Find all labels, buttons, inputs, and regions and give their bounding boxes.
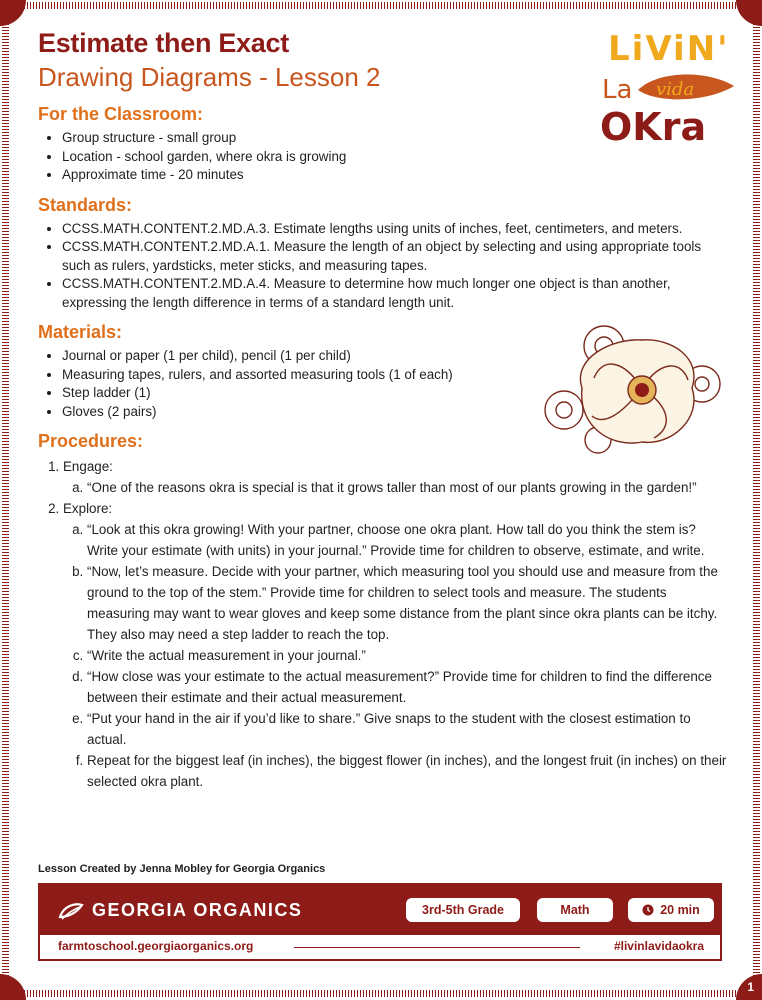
classroom-list [38,129,730,185]
list-item: • Location - school garden, where okra is growing [62,148,730,167]
lesson-content [38,104,730,792]
page-number: 1 [747,980,754,994]
substep-list [63,519,730,792]
time-label: 20 min [660,903,700,917]
procedure-step [63,456,730,498]
procedure-step [63,498,730,792]
list-item: • CCSS.MATH.CONTENT.2.MD.A.1. Measure the length of an object by selecting and using appropriate tools such as rulers, yardsticks, meter sticks, and measuring tapes. [62,238,730,275]
page-title: Estimate then Exact [38,28,289,58]
lesson-credit: Lesson Created by Jenna Mobley for Georgia Organics [38,863,326,875]
substep: a. “One of the reasons okra is special is that it grows taller than most of our plants growing in the garden!” [87,477,730,498]
svg-text:La: La [602,75,633,105]
georgia-organics-brand [58,900,302,921]
footer-divider [294,947,580,948]
list-item: • CCSS.MATH.CONTENT.2.MD.A.4. Measure to determine how much longer one object is than another, expressing the length difference in terms of a standard length unit. [62,275,730,312]
list-item: • Step ladder (1) [62,384,730,403]
substep: c. “Write the actual measurement in your journal.” [87,645,730,666]
leaf-logo-icon [58,901,84,921]
corner-ornament [736,0,762,26]
corner-ornament [0,0,26,26]
standards-list [38,220,730,313]
materials-list [38,347,730,421]
substep-list [63,477,730,498]
procedures-list [38,456,730,792]
classroom-heading: For the Classroom: [38,104,204,124]
svg-text:OKra: OKra [600,105,707,148]
footer-band [40,885,720,935]
substep: e. “Put your hand in the air if you’d like to share.” Give snaps to the student with the closest estimation to actual. [87,708,730,750]
substep: b. “Now, let’s measure. Decide with your partner, which measuring tool you should use and measure from the ground to the top of the stem.” Provide time for children to select tools and measure. The students measuring may want to wear gloves and keep some distance from the plant since okra plants can be itchy. They also may need a step ladder to reach the top. [87,561,730,645]
footer [38,883,722,961]
hashtag: #livinlavidaokra [613,939,704,953]
website-link[interactable]: farmtoschool.georgiaorganics.org [58,939,254,953]
substep: a. “Look at this okra growing! With your partner, choose one okra plant. How tall do you think the stem is? Write your estimate (with units) in your journal.” Provide time for children to observe, estimate, and write. [87,519,730,561]
substep: f. Repeat for the biggest leaf (in inches), the biggest flower (in inches), and the longest fruit (in inches) on their selected okra plant. [87,750,730,792]
time-badge [628,898,714,922]
subject-badge: Math [537,898,613,922]
top-border [0,2,762,9]
svg-text:vida: vida [656,79,695,100]
substep: d. “How close was your estimate to the actual measurement?” Provide time for children to find the difference between their estimate and their actual measurement. [87,666,730,708]
step-label: Explore: [63,501,113,516]
list-item: • Gloves (2 pairs) [62,403,730,422]
materials-heading: Materials: [38,322,123,342]
list-item: • Approximate time - 20 minutes [62,166,730,185]
procedures-heading: Procedures: [38,431,144,451]
standards-heading: Standards: [38,194,133,215]
grade-badge: 3rd-5th Grade [406,898,520,922]
list-item: • Journal or paper (1 per child), pencil (1 per child) [62,347,730,366]
right-border [753,0,760,1000]
list-item: • Measuring tapes, rulers, and assorted measuring tools (1 of each) [62,366,730,385]
corner-ornament [0,974,26,1000]
step-label: Engage: [63,459,113,474]
left-border [2,0,9,1000]
bottom-border [0,990,762,997]
list-item: • Group structure - small group [62,129,730,148]
brand-name: GEORGIA ORGANICS [92,900,303,920]
clock-icon [642,904,654,916]
list-item: • CCSS.MATH.CONTENT.2.MD.A.3. Estimate lengths using units of inches, feet, centimeters, and meters. [62,220,730,239]
svg-text:LiViN': LiViN' [608,29,730,69]
page-subtitle: Drawing Diagrams - Lesson 2 [38,62,381,92]
